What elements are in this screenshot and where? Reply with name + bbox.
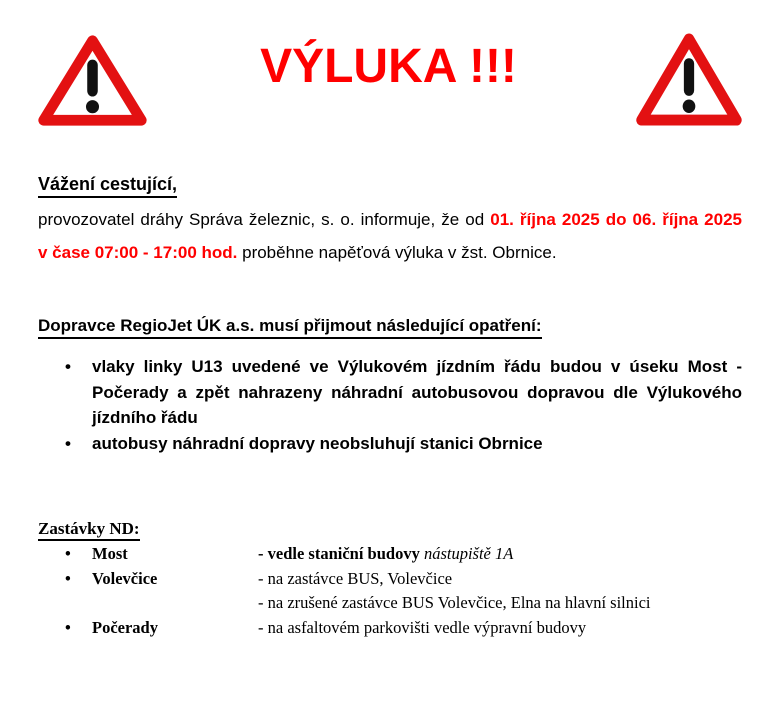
stop-row-pocerady xyxy=(65,616,765,641)
stop-description: - na zastávce BUS, Volevčice xyxy=(258,568,453,588)
stop-row-volevcice-alt xyxy=(65,591,765,616)
measure-item-buses xyxy=(65,431,750,457)
stop-name: Volevčice xyxy=(92,568,158,588)
measure-item-trains-text xyxy=(92,354,742,431)
warning-triangle-icon xyxy=(35,32,150,129)
bullet-icon: • xyxy=(65,357,71,376)
measures-heading xyxy=(38,315,542,337)
page-title: VÝLUKA !!! xyxy=(260,40,517,93)
measures-heading-text: Dopravce RegioJet ÚK a.s. musí přijmout následující opatření: xyxy=(38,316,542,339)
stops-heading xyxy=(38,518,140,540)
measure-trains-line-3: jízdního řádu xyxy=(92,408,198,427)
stops-list xyxy=(65,542,765,640)
stop-name: Most xyxy=(92,544,128,563)
bullet-icon: • xyxy=(65,568,71,588)
intro-line-1 xyxy=(38,204,742,237)
salutation xyxy=(38,173,177,195)
bullet-icon: • xyxy=(65,617,71,637)
intro-line-2-text: proběhne napěťová výluka v žst. Obrnice. xyxy=(237,242,557,262)
intro-line-2 xyxy=(38,237,742,270)
measure-trains-line-2: Počerady a zpět nahrazeny náhradní autobusovou dopravou dle Výlukového xyxy=(92,382,742,402)
measures-list xyxy=(65,354,750,456)
stop-name: Počerady xyxy=(92,617,158,637)
stop-description-bold: - vedle staniční budovy xyxy=(258,544,424,563)
measure-trains-line-1: vlaky linky U13 uvedené ve Výlukovém jízdním řádu budou v úseku Most - xyxy=(92,357,742,376)
salutation-text: Vážení cestující, xyxy=(38,174,177,198)
intro-line-1-text: provozovatel dráhy Správa železnic, s. o. informuje, že od xyxy=(38,210,491,229)
intro-paragraph xyxy=(38,204,742,269)
time-range-highlight: v čase 07:00 - 17:00 hod. xyxy=(38,242,238,262)
stop-description: - na zrušené zastávce BUS Volevčice, Elna na hlavní silnici xyxy=(258,593,651,612)
measure-item-trains xyxy=(65,354,750,431)
stop-description xyxy=(258,542,765,567)
date-range-highlight: 01. října 2025 do 06. října 2025 xyxy=(490,210,742,229)
bullet-icon: • xyxy=(65,544,71,563)
measure-item-buses-text: autobusy náhradní dopravy neobsluhují stanici Obrnice xyxy=(92,433,543,453)
stops-heading-text: Zastávky ND: xyxy=(38,519,140,541)
stop-description: - na asfaltovém parkovišti vedle výpravní budovy xyxy=(258,617,587,637)
bullet-icon: • xyxy=(65,433,71,453)
warning-triangle-icon xyxy=(633,30,745,129)
stop-row-most xyxy=(65,542,765,567)
stop-row-volevcice xyxy=(65,567,765,592)
stop-description-italic: nástupiště 1A xyxy=(423,544,514,563)
